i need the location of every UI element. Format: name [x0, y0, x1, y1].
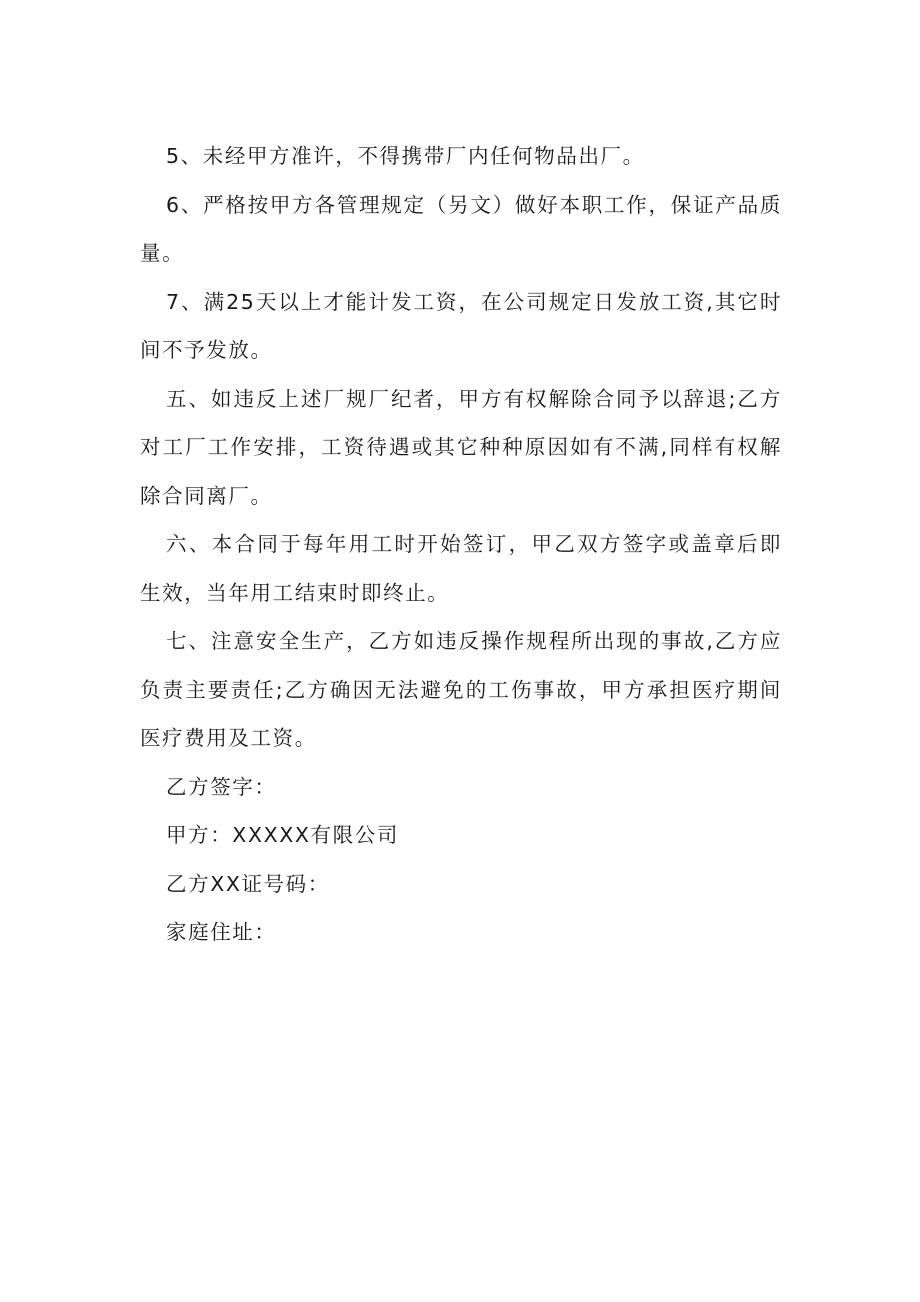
home-address-line: 家庭住址：: [166, 920, 277, 944]
clause-5: 5、未经甲方准许，不得携带厂内任何物品出厂。: [166, 144, 645, 168]
article-six: 六、本合同于每年用工时开始签订，甲乙双方签字或盖章后即生效，当年用工结束时即终止。: [140, 532, 782, 605]
party-b-id-line: 乙方XX证号码：: [166, 871, 330, 896]
party-a-line: 甲方：XXXXX有限公司: [166, 823, 399, 847]
clause-7: 7、满25天以上才能计发工资，在公司规定日发放工资,其它时间不予发放。: [140, 289, 782, 362]
article-seven: 七、注意安全生产，乙方如违反操作规程所出现的事故,乙方应负责主要责任;乙方确因无法避免的工伤事故，甲方承担医疗期间医疗费用及工资。: [140, 629, 782, 750]
clause-6: 6、严格按甲方各管理规定（另文）做好本职工作，保证产品质量。: [140, 192, 782, 265]
article-five: 五、如违反上述厂规厂纪者，甲方有权解除合同予以辞退;乙方对工厂工作安排，工资待遇或其它种种原因如有不满,同样有权解除合同离厂。: [140, 386, 782, 508]
document-body: [140, 132, 782, 957]
party-b-signature-line: 乙方签字：: [166, 774, 277, 799]
